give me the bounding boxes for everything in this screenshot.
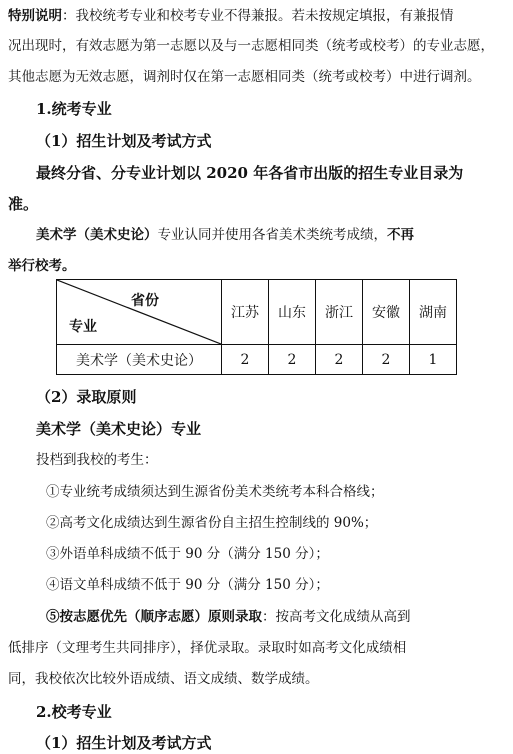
notice-text-1: ：我校统考专业和校考专业不得兼报。若未按规定填报，有兼报情 [62, 8, 454, 24]
exam-line-2: 举行校考。 [8, 258, 76, 274]
admission-item-2: ②高考文化成绩达到生源省份自主招生控制线的 90%； [46, 515, 378, 531]
admission-item-5-line-1 [46, 611, 411, 625]
notice-line-1 [8, 10, 454, 24]
section2-subtitle: （1）招生计划及考试方式 [36, 734, 212, 752]
admission-item-1: ①专业统考成绩须达到生源省份美术类统考本科合格线； [46, 484, 384, 500]
exam-text: 专业认同并使用各省美术类统考成绩， [157, 227, 387, 243]
table-cell-value: 2 [363, 345, 410, 375]
corner-province-label: 省份 [131, 293, 159, 309]
section1-subtitle: （1）招生计划及考试方式 [36, 132, 212, 150]
table-row [57, 345, 457, 375]
notice-line-2: 况出现时，有效志愿为第一志愿以及与一志愿相同类（统考或校考）的专业志愿， [8, 38, 494, 54]
table-cell-value: 2 [316, 345, 363, 375]
admission-title: （2）录取原则 [36, 388, 137, 406]
province-header-jiangsu: 江苏 [222, 280, 269, 345]
quota-table [56, 279, 457, 375]
exam-major: 美术学（美术史论） [36, 227, 158, 243]
plan-line-2: 准。 [8, 195, 39, 213]
corner-major-label: 专业 [69, 319, 97, 335]
notice-line-3: 其他志愿为无效志愿，调剂时仅在第一志愿相同类（统考或校考）中进行调剂。 [8, 69, 481, 85]
admission-item-5-line-2: 低排序（文理考生共同排序），择优录取。录取时如高考文化成绩相 [8, 640, 407, 656]
section2-title: 2.校考专业 [36, 703, 112, 721]
table-header-row [57, 280, 457, 345]
province-header-shandong: 山东 [269, 280, 316, 345]
section1-title: 1.统考专业 [36, 100, 112, 118]
province-header-anhui: 安徽 [363, 280, 410, 345]
table-cell-major: 美术学（美术史论） [57, 345, 222, 375]
table-cell-value: 1 [410, 345, 457, 375]
admission-item-5-line-3: 同，我校依次比较外语成绩、语文成绩、数学成绩。 [8, 671, 319, 687]
admission-intro: 投档到我校的考生： [36, 452, 158, 468]
admission-major-title: 美术学（美术史论）专业 [36, 420, 202, 438]
province-header-zhejiang: 浙江 [316, 280, 363, 345]
admission-item-5-label: ⑤按志愿优先（顺序志愿）原则录取 [46, 609, 262, 625]
admission-item-5-text: ：按高考文化成绩从高到 [262, 609, 411, 625]
notice-label: 特别说明 [8, 8, 62, 24]
admission-item-3: ③外语单科成绩不低于 90 分（满分 150 分）； [46, 546, 329, 562]
exam-bold-tail: 不再 [387, 227, 414, 243]
admission-item-4: ④语文单科成绩不低于 90 分（满分 150 分）； [46, 577, 329, 593]
province-header-hunan: 湖南 [410, 280, 457, 345]
plan-line-1: 最终分省、分专业计划以 2020 年各省市出版的招生专业目录为 [36, 164, 464, 182]
table-corner-cell [57, 280, 222, 345]
table-cell-value: 2 [222, 345, 269, 375]
table-cell-value: 2 [269, 345, 316, 375]
exam-line-1 [36, 229, 414, 243]
